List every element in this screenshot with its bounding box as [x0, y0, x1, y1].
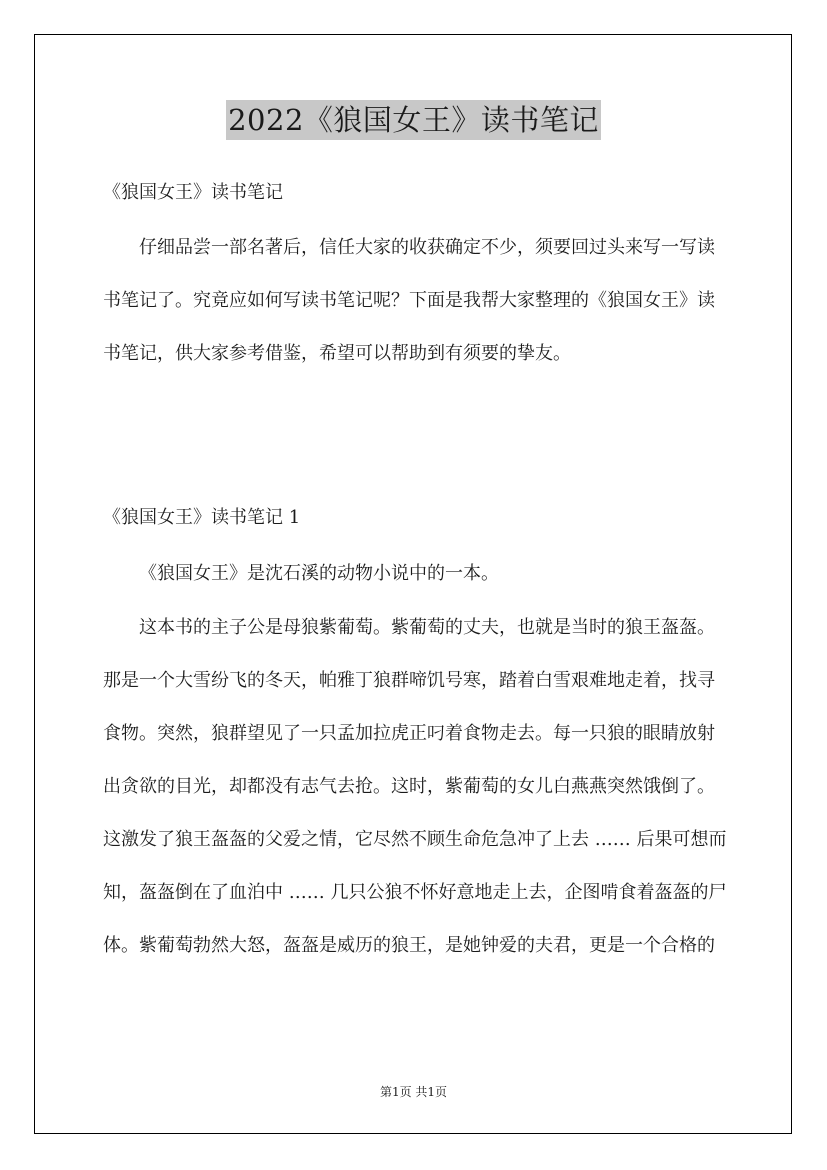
section-paragraph-1: 《狼国女王》是沈石溪的动物小说中的一本。	[139, 563, 499, 584]
section-heading: 《狼国女王》读书笔记 1	[103, 507, 301, 528]
document-subtitle: 《狼国女王》读书笔记	[103, 182, 283, 203]
page-footer: 第1页 共1页	[379, 1085, 448, 1099]
intro-paragraph: 仔细品尝一部名著后，信任大家的收获确定不少，须要回过头来写一写读书笔记了。究竟应如何写读书笔记呢？下面是我帮大家整理的《狼国女王》读书笔记，供大家参考借鉴，希望可以帮助到有须要的挚友。	[103, 237, 715, 364]
title-container	[0, 100, 827, 140]
document-title: 2022《狼国女王》读书笔记	[226, 100, 601, 140]
section-paragraph-2: 这本书的主子公是母狼紫葡萄。紫葡萄的丈夫，也就是当时的狼王盔盔。那是一个大雪纷飞的冬天，帕雅丁狼群啼饥号寒，踏着白雪艰难地走着，找寻食物。突然，狼群望见了一只孟加拉虎正叼着食物走去。每一只狼的眼睛放射出贪欲的目光，却都没有志气去抢。这时，紫葡萄的女儿白燕燕突然饿倒了。这激发了狼王盔盔的父爱之情，它尽然不顾生命危急冲了上去 …… 后果可想而知，盔盔倒在了血泊中 …… 几只公狼不怀好意地走上去，企图啃食着盔盔的尸体。紫葡萄勃然大怒，盔盔是威历的狼王，是她钟爱的夫君，更是一个合格的	[103, 617, 727, 956]
